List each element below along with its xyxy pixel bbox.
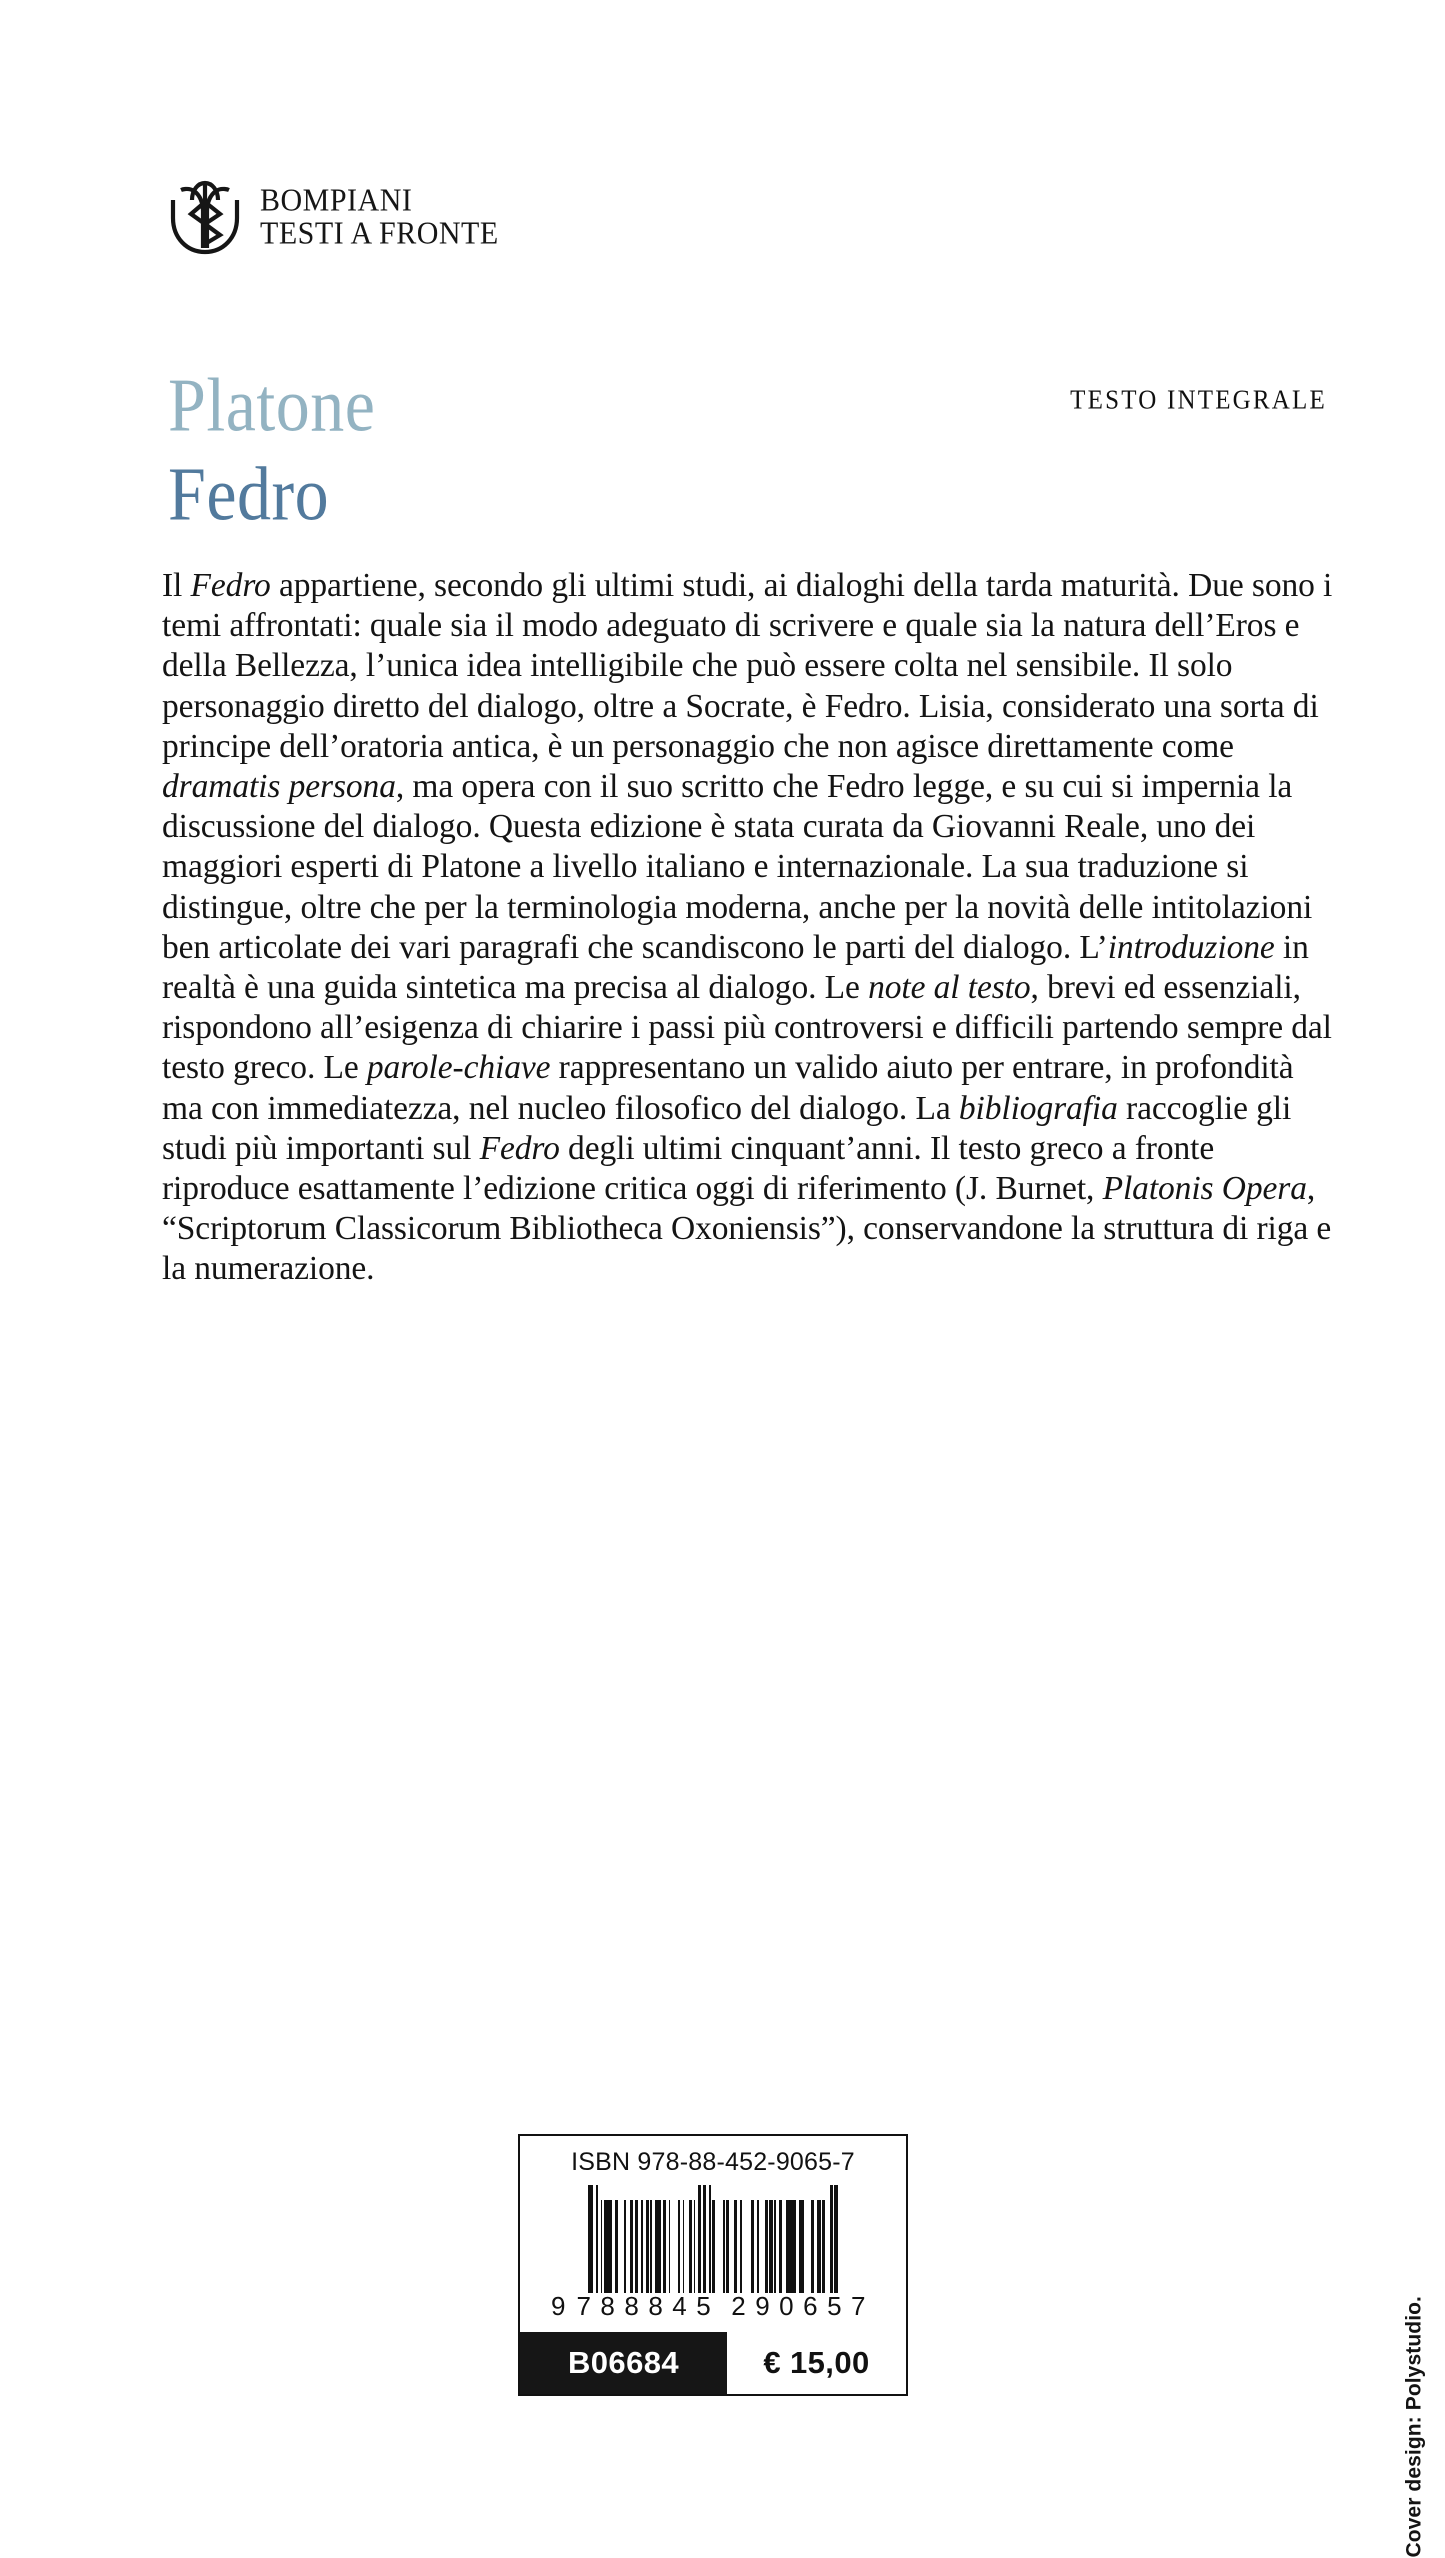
author-name: Platone	[168, 362, 376, 448]
back-cover-blurb	[162, 566, 1342, 1290]
publisher-series-line: TESTI A FRONTE	[260, 215, 499, 251]
publisher-name-line1: BOMPIANI	[260, 182, 413, 218]
publisher-logo	[170, 178, 499, 256]
edition-tag: TESTO INTEGRALE	[1070, 386, 1327, 416]
ean-right-group: 290657	[731, 2291, 875, 2321]
bompiani-shield-icon	[170, 178, 240, 256]
barcode-box	[518, 2134, 908, 2332]
work-title: Fedro	[168, 451, 330, 537]
barcode-panel	[518, 2134, 908, 2396]
cover-design-credit: Cover design: Polystudio.	[1403, 2296, 1426, 2558]
isbn-text: ISBN 978-88-452-9065-7	[571, 2148, 855, 2176]
barcode-bars	[520, 2185, 906, 2293]
blurb-paragraph: Il Fedro appartiene, secondo gli ultimi studi, ai dialoghi della tarda maturità. Due sono i temi affrontati: quale sia il modo adeguato di scrivere e quale sia la natura dell’Eros e della Bellezza, l’unica idea intelligibile che può essere colta nel sensibile. Il solo personaggio diretto del dialogo, oltre a Socrate, è Fedro. Lisia, considerato una sorta di principe dell’oratoria antica, è un personaggio che non agisce direttamente come dramatis persona, ma opera con il suo scritto che Fedro legge, e su cui si impernia la discussione del dialogo. Questa edizione è stata curata da Giovanni Reale, uno dei maggiori esperti di Platone a livello italiano e internazionale. La sua traduzione si distingue, oltre che per la terminologia moderna, anche per la novità delle intitolazioni ben articolate dei vari paragrafi che scandiscono le parti del dialogo. L’introduzione in realtà è una guida sintetica ma precisa al dialogo. Le note al testo, brevi ed essenziali, rispondono all’esigenza di chiarire i passi più controversi e difficili partendo sempre dal testo greco. Le parole-chiave rappresentano un valido aiuto per entrare, in profondità ma con immediatezza, nel nucleo filosofico del dialogo. La bibliografia raccoglie gli studi più importanti sul Fedro degli ultimi cinquant’anni. Il testo greco a fronte riproduce esattamente l’edizione critica oggi di riferimento (J. Burnet, Platonis Opera, “Scriptorum Classicorum Bibliotheca Oxoniensis”), conservandone la struttura di riga e la numerazione.	[162, 567, 1333, 1288]
book-title-block	[168, 362, 376, 537]
publisher-wordmark	[260, 182, 499, 251]
price-label: € 15,00	[727, 2332, 906, 2394]
ean-lead-digit: 9	[551, 2291, 566, 2321]
product-code: B06684	[520, 2332, 727, 2394]
price-row	[518, 2332, 908, 2396]
ean-left-group: 788845	[576, 2291, 721, 2321]
ean-digits	[520, 2291, 906, 2326]
